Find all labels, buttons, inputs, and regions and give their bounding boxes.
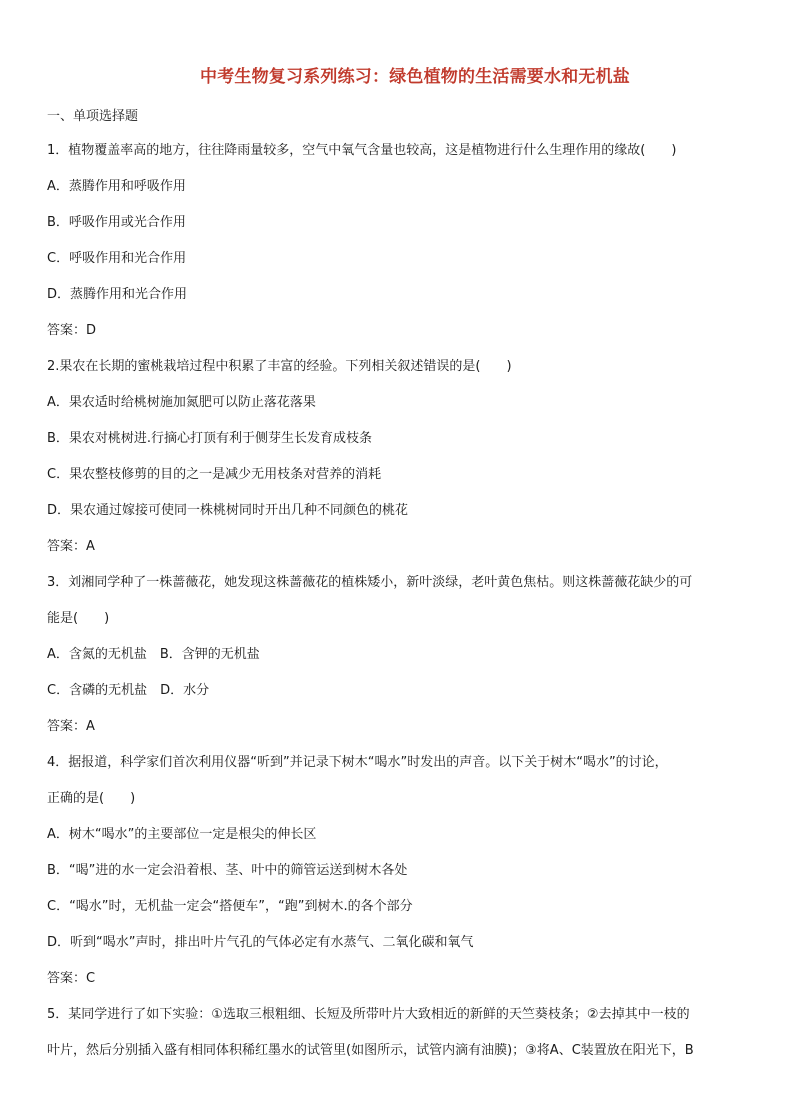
question-line: 1．植物覆盖率高的地方，往往降雨量较多，空气中氧气含量也较高，这是植物进行什么生理作用的缘故( )	[47, 143, 677, 158]
option-line: B．呼吸作用或光合作用	[47, 215, 186, 230]
option-line: D．果农通过嫁接可使同一株桃树同时开出几种不同颜色的桃花	[47, 503, 409, 518]
option-line: C．含磷的无机盐 D．水分	[47, 683, 210, 698]
option-line: D．蒸腾作用和光合作用	[47, 287, 188, 302]
option-line: A．果农适时给桃树施加氮肥可以防止落花落果	[47, 395, 316, 410]
question-line: 5．某同学进行了如下实验：①选取三根粗细、长短及所带叶片大致相近的新鲜的天竺葵枝条；②去掉其中一枝的	[47, 1007, 690, 1022]
answer-line: 答案：A	[47, 539, 95, 554]
question-line: 叶片，然后分别插入盛有相同体积稀红墨水的试管里(如图所示，试管内滴有油膜)；③将A、C装置放在阳光下，B	[47, 1043, 694, 1058]
page-title: 中考生物复习系列练习：绿色植物的生活需要水和无机盐	[200, 67, 630, 87]
question-line: 4．据报道，科学家们首次利用仪器“听到”并记录下树木“喝水”时发出的声音。以下关于树木“喝水”的讨论，	[47, 755, 668, 770]
option-line: C．“喝水”时，无机盐一定会“搭便车”，“跑”到树木.的各个部分	[47, 899, 413, 914]
question-line: 2.果农在长期的蜜桃栽培过程中积累了丰富的经验。下列相关叙述错误的是( )	[47, 359, 512, 374]
option-line: B．果农对桃树进.行摘心打顶有利于侧芽生长发育成枝条	[47, 431, 373, 446]
section-heading: 一、单项选择题	[47, 109, 139, 124]
option-line: C．呼吸作用和光合作用	[47, 251, 187, 266]
option-line: A．含氮的无机盐 B．含钾的无机盐	[47, 647, 260, 662]
option-line: A．树木“喝水”的主要部位一定是根尖的伸长区	[47, 827, 317, 842]
option-line: C．果农整枝修剪的目的之一是减少无用枝条对营养的消耗	[47, 467, 382, 482]
answer-line: 答案：D	[47, 323, 97, 338]
option-line: B．“喝”进的水一定会沿着根、茎、叶中的筛管运送到树木各处	[47, 863, 408, 878]
answer-line: 答案：C	[47, 971, 96, 986]
option-line: D．听到“喝水”声时，排出叶片气孔的气体必定有水蒸气、二氧化碳和氧气	[47, 935, 474, 950]
option-line: A．蒸腾作用和呼吸作用	[47, 179, 186, 194]
question-line: 正确的是( )	[47, 791, 136, 806]
question-line: 3．刘湘同学种了一株蔷薇花，她发现这株蔷薇花的植株矮小，新叶淡绿，老叶黄色焦枯。则这株蔷薇花缺少的可	[47, 575, 693, 590]
answer-line: 答案：A	[47, 719, 95, 734]
question-line: 能是( )	[47, 611, 110, 626]
